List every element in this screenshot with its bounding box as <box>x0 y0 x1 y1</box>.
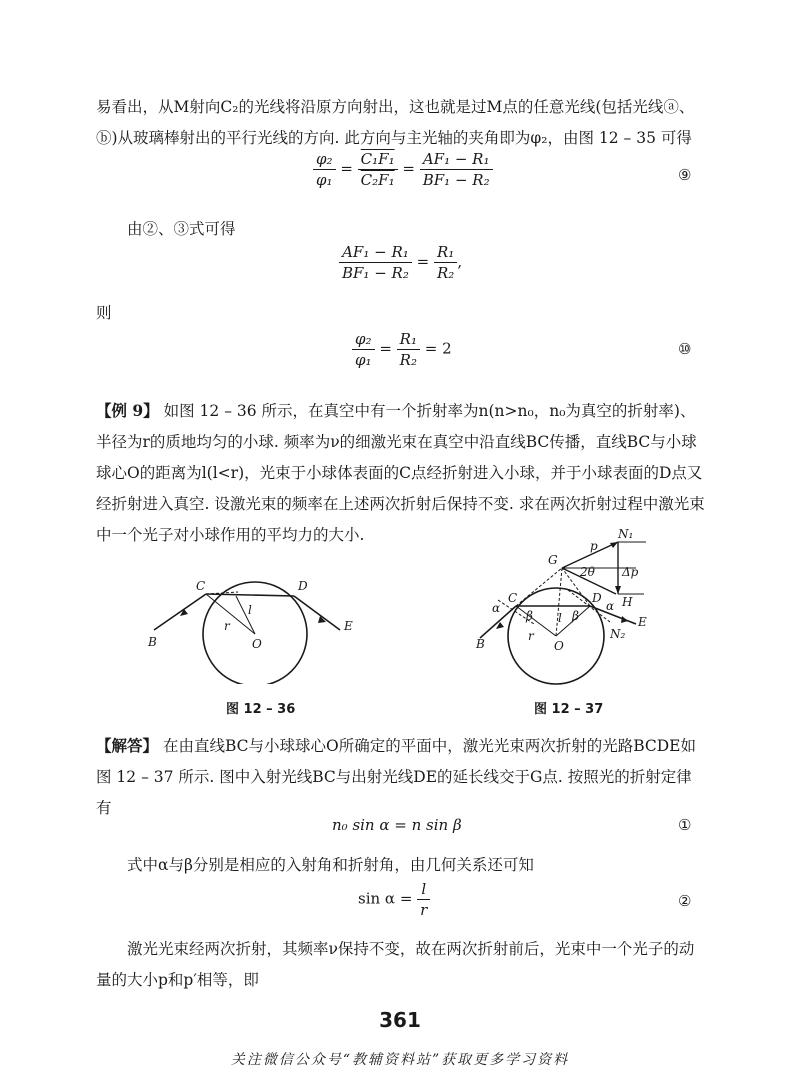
label-p: p <box>590 539 598 553</box>
arrow-de-2 <box>621 616 628 623</box>
label-c-2: C <box>508 591 518 605</box>
label-g: G <box>548 553 558 567</box>
solution-tag: 【解答】 <box>96 736 159 755</box>
label-c: C <box>196 579 206 593</box>
solution-text: 在由直线BC与小球球心O所确定的平面中，激光光束两次折射的光路BCDE如图 12 – 37 所示. 图中入射光线BC与出射光线DE的延长线交于G点. 按照光的折射定律有 <box>96 737 696 817</box>
eq10-lhs-num: φ₂ <box>352 330 375 350</box>
figure-12-36 <box>140 572 370 684</box>
equation-9: $\frac{\text{φ₂}}{\text{φ₁}}$ = $\frac{\text{C₁F₁}}{\text{C₂F₁}}$ = $\frac{\text{AF₁ − R₁}}{\text{BF₁ − R₂}}$ <box>313 150 493 189</box>
label-b: B <box>148 635 157 649</box>
eq9-lhs-num: φ₂ <box>313 150 336 170</box>
text-then: 则 <box>96 304 112 322</box>
label-r: r <box>224 619 230 633</box>
eq10-rhs-num: R₁ <box>397 330 420 350</box>
paragraph-intro: 易看出，从M射向C₂的光线将沿原方向射出，这也就是过M点的任意光线(包括光线ⓐ、ⓑ)从玻璃棒射出的平行光线的方向. 此方向与主光轴的夹角即为φ₂，由图 12 – 35 可得 <box>96 98 695 147</box>
example-text: 如图 12 – 36 所示，在真空中有一个折射率为n(n>n₀，n₀为真空的折射率)、半径为r的质地均匀的小球. 频率为ν的细激光束在真空中沿直线BC传播，直线BC与小球球心O的距离为l(l<r)，光束于小球体表面的C点经折射进入小球，并于小球表面的D点又经折射进入真空. 设激光束的频率在上述两次折射后保持不变. 求在两次折射过程中激光束中一个光子对小球作用的平均力的大小. <box>96 402 705 544</box>
page-number: 361 <box>379 1008 421 1032</box>
eqmid-num2: R₁ <box>434 243 457 263</box>
footer-watermark: 关注微信公众号“教辅资料站”获取更多学习资料 <box>230 1052 570 1068</box>
label-o: O <box>252 637 262 651</box>
eq10-lhs-den: φ₁ <box>355 351 372 369</box>
example-tag: 【例 9】 <box>96 401 159 420</box>
label-n1: N₁ <box>618 528 634 541</box>
caption-12-37: 图 12 – 37 <box>534 702 604 717</box>
eqmid-num1: AF₁ − R₁ <box>339 243 412 263</box>
equation-10: $\frac{\text{φ₂}}{\text{φ₁}}$ = $\frac{\text{R₁}}{\text{R₂}}$ = 2 <box>352 330 452 369</box>
label-alpha-c: α <box>492 601 501 615</box>
text-from: 由②、③式可得 <box>127 220 236 238</box>
distance-l <box>236 596 255 634</box>
label-two-theta: 2θ <box>580 565 595 579</box>
label-n2: N₂ <box>610 627 626 641</box>
ray-bc <box>154 594 206 630</box>
label-alpha-d: α <box>606 599 615 613</box>
eq9-rhs-num: AF₁ − R₁ <box>420 150 493 170</box>
text-last: 激光光束经两次折射，其频率ν保持不变，故在两次折射前后，光束中一个光子的动量的大小p和p′相等，即 <box>96 940 695 989</box>
equation-ratio: $\frac{\text{AF₁ − R₁}}{\text{BF₁ − R₂}}$ = $\frac{\text{R₁}}{\text{R₂}}$ , <box>339 243 462 282</box>
text-where: 式中α与β分别是相应的入射角和折射角，由几何关系还可知 <box>127 856 534 874</box>
eqmid-tail: , <box>457 252 463 271</box>
eq2-den: r <box>420 901 428 919</box>
label-d-2: D <box>592 591 602 605</box>
radius-oc-2 <box>516 606 556 636</box>
label-beta-c: β <box>526 609 533 623</box>
eq9-mid-den: C₂F₁ <box>360 171 395 189</box>
label-beta-d: β <box>572 609 579 623</box>
equation-2-number: ② <box>678 892 692 910</box>
arrow-dp <box>615 586 621 594</box>
caption-12-36: 图 12 – 36 <box>226 702 296 717</box>
arrow-p <box>610 542 618 548</box>
equation-2 <box>358 880 430 919</box>
equation-1: n₀ sin α = n sin β <box>332 816 462 834</box>
equation-1-number: ① <box>678 816 692 834</box>
line-go <box>556 568 562 636</box>
eqmid-den2: R₂ <box>437 264 455 282</box>
label-r-2: r <box>528 629 534 643</box>
eq2-num: l <box>417 880 430 900</box>
label-d: D <box>298 579 308 593</box>
label-l-2: l <box>558 611 562 625</box>
figure-12-37 <box>468 528 682 686</box>
eq2-lhs: sin α = <box>358 889 413 908</box>
ray-de <box>294 596 340 630</box>
equation-10-number: ⑩ <box>678 340 692 358</box>
eq9-rhs-den: BF₁ − R₂ <box>422 171 490 189</box>
label-dp: Δp <box>622 565 639 579</box>
eq10-tail: = 2 <box>424 339 452 358</box>
eq9-lhs-den: φ₁ <box>316 171 333 189</box>
eq10-rhs-den: R₂ <box>399 351 417 369</box>
label-h: H <box>622 595 633 609</box>
arrow-bc <box>180 609 188 616</box>
eqmid-den1: BF₁ − R₂ <box>342 264 409 282</box>
label-o-2: O <box>554 639 564 653</box>
label-e-2: E <box>638 615 647 629</box>
label-l: l <box>248 603 252 617</box>
label-e: E <box>344 619 353 633</box>
solution <box>96 730 706 824</box>
label-b-2: B <box>476 637 485 651</box>
eq9-mid-num: C₁F₁ <box>358 150 398 170</box>
equation-9-number: ⑨ <box>678 166 692 184</box>
